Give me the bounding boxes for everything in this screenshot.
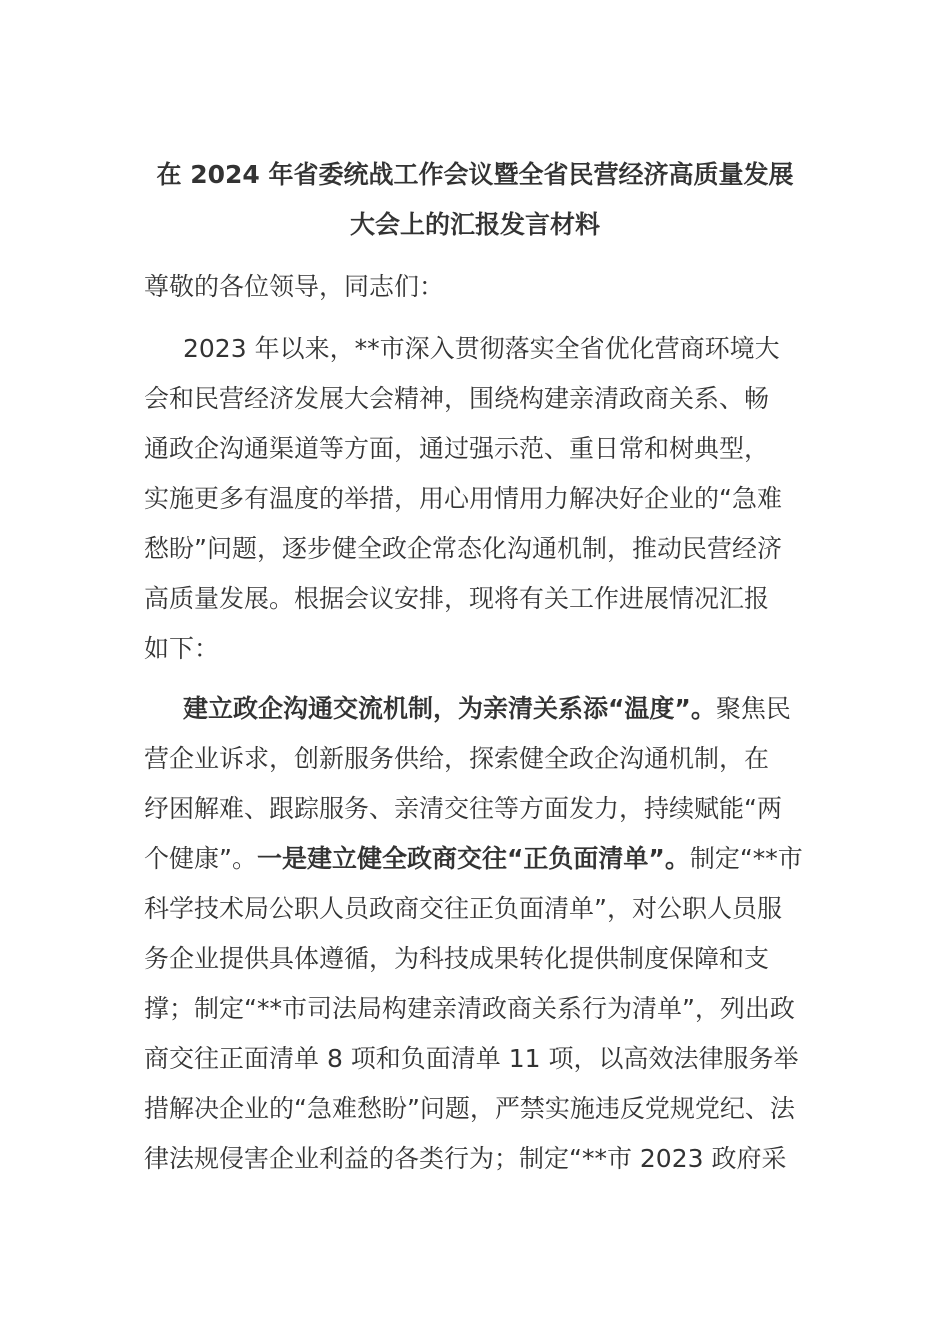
paragraph-line: 营企业诉求，创新服务供给，探索健全政企沟通机制，在 [144, 744, 770, 773]
paragraph-line: 实施更多有温度的举措，用心用情用力解决好企业的“急难 [144, 484, 782, 513]
paragraph-text: 个健康”。 [144, 844, 257, 873]
paragraph-text: 制定“**市 [689, 844, 803, 873]
paragraph-line [183, 694, 806, 724]
paragraph-line: 科学技术局公职人员政商交往正负面清单”，对公职人员服 [144, 894, 782, 923]
paragraph-line [144, 844, 806, 874]
paragraph-line: 商交往正面清单 8 项和负面清单 11 项，以高效法律服务举 [144, 1044, 799, 1073]
subsection-heading: 一是建立健全政商交往“正负面清单”。 [256, 844, 690, 873]
paragraph-line: 2023 年以来，**市深入贯彻落实全省优化营商环境大 [183, 334, 780, 363]
paragraph-text: 聚焦民 [715, 694, 791, 723]
section-heading: 建立政企沟通交流机制，为亲清关系添“温度”。 [183, 694, 716, 723]
paragraph-line: 律法规侵害企业利益的各类行为；制定“**市 2023 政府采 [144, 1144, 787, 1173]
paragraph-line: 撑；制定“**市司法局构建亲清政商关系行为清单”，列出政 [144, 994, 795, 1023]
paragraph-line: 务企业提供具体遵循，为科技成果转化提供制度保障和支 [144, 944, 770, 973]
paragraph-line: 高质量发展。根据会议安排，现将有关工作进展情况汇报 [144, 584, 770, 613]
paragraph-line: 如下： [144, 634, 220, 663]
paragraph-line: 措解决企业的“急难愁盼”问题，严禁实施违反党规党纪、法 [144, 1094, 795, 1123]
paragraph-line: 纾困解难、跟踪服务、亲清交往等方面发力，持续赋能“两 [144, 794, 782, 823]
paragraph-line: 会和民营经济发展大会精神，围绕构建亲清政商关系、畅 [144, 384, 770, 413]
document-title-line-1: 在 2024 年省委统战工作会议暨全省民营经济高质量发展 [156, 160, 794, 189]
document-title-line-2: 大会上的汇报发言材料 [349, 210, 600, 239]
paragraph-line: 通政企沟通渠道等方面，通过强示范、重日常和树典型， [144, 434, 770, 463]
salutation: 尊敬的各位领导，同志们： [144, 272, 445, 301]
paragraph-line: 愁盼”问题，逐步健全政企常态化沟通机制，推动民营经济 [144, 534, 782, 563]
